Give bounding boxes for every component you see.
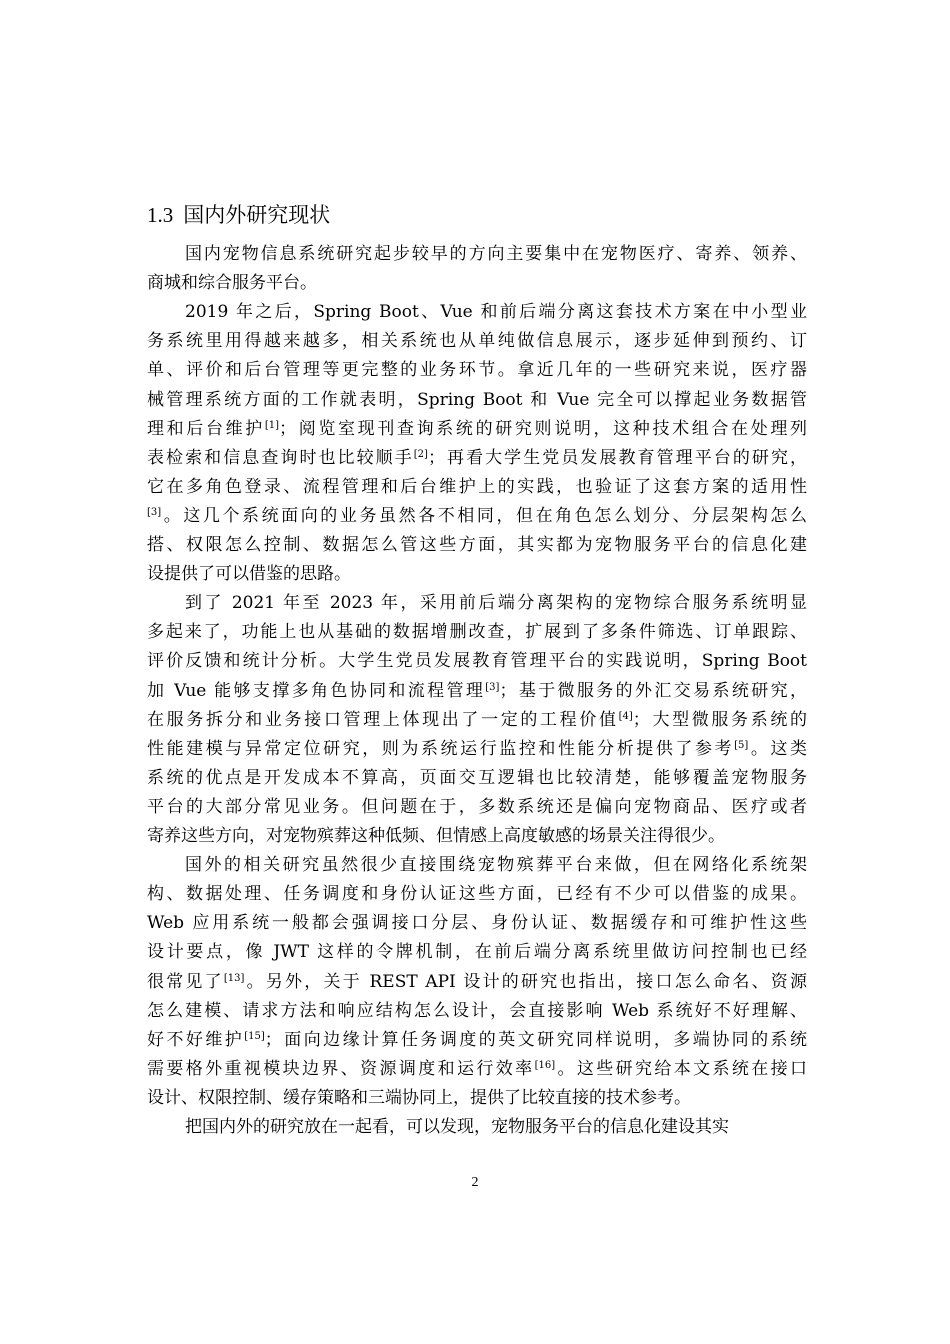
citation-marker: [3] bbox=[485, 681, 500, 693]
text-line bbox=[185, 589, 807, 617]
text-line bbox=[147, 560, 807, 588]
citation-marker: [16] bbox=[534, 1059, 556, 1071]
text-segment: 务系统里用得越来越多，相关系统也从单纯做信息展示，逐步延伸到预约、订 bbox=[147, 331, 807, 352]
text-segment: 多起来了，功能上也从基础的数据增删改查，扩展到了多条件筛选、订单跟踪、 bbox=[147, 622, 807, 643]
text-segment: 设提供了可以借鉴的思路。 bbox=[147, 564, 351, 585]
text-line bbox=[147, 938, 807, 966]
text-segment: 2019 年之后，Spring Boot、Vue 和前后端分离这套技术方案在中小型业 bbox=[185, 302, 807, 323]
text-segment: 需要格外重视模块边界、资源调度和运行效率 bbox=[147, 1058, 535, 1079]
text-line bbox=[147, 502, 807, 530]
text-segment: 理和后台维护 bbox=[147, 418, 265, 439]
text-line bbox=[147, 968, 807, 996]
text-segment: 好不好维护 bbox=[147, 1029, 245, 1050]
text-line bbox=[147, 531, 807, 559]
text-segment: 它在多角色登录、流程管理和后台维护上的实践，也验证了这套方案的适用性 bbox=[147, 476, 807, 497]
text-line bbox=[147, 618, 807, 646]
text-segment: 性能建模与异常定位研究，则为系统运行监控和性能分析提供了参考 bbox=[147, 738, 735, 759]
text-segment: 。这些研究给本文系统在接口 bbox=[555, 1058, 808, 1079]
text-line bbox=[147, 386, 807, 414]
text-line bbox=[147, 997, 807, 1025]
text-segment: 把国内外的研究放在一起看，可以发现，宠物服务平台的信息化建设其实 bbox=[185, 1117, 729, 1137]
text-segment: 系统的优点是开发成本不算高，页面交互逻辑也比较清楚，能够覆盖宠物服务 bbox=[147, 767, 807, 788]
text-segment: 表检索和信息查询时也比较顺手 bbox=[147, 447, 414, 468]
citation-marker: [13] bbox=[223, 972, 245, 984]
text-line bbox=[147, 764, 807, 792]
text-segment: 。这类 bbox=[748, 738, 808, 759]
text-line bbox=[147, 473, 807, 501]
text-line bbox=[185, 240, 807, 268]
citation-marker: [2] bbox=[413, 448, 428, 460]
text-segment: 设计要点，像 JWT 这样的令牌机制，在前后端分离系统里做访问控制也已经 bbox=[147, 942, 807, 963]
text-segment: 设计、权限控制、缓存策略和三端协同上，提供了比较直接的技术参考。 bbox=[147, 1087, 691, 1108]
text-segment: 怎么建模、请求方法和响应结构怎么设计，会直接影响 Web 系统好不好理解、 bbox=[147, 1000, 807, 1021]
text-segment: ；基于微服务的外汇交易系统研究， bbox=[499, 680, 807, 701]
citation-marker: [1] bbox=[264, 419, 280, 431]
text-line bbox=[185, 298, 807, 326]
text-segment: Web 应用系统一般都会强调接口分层、身份认证、数据缓存和可维护性这些 bbox=[147, 913, 807, 934]
citation-marker: [4] bbox=[618, 710, 633, 722]
text-segment: 搭、权限怎么控制、数据怎么管这些方面，其实都为宠物服务平台的信息化建 bbox=[147, 535, 807, 555]
text-line bbox=[147, 647, 807, 675]
text-segment: ；阅览室现刊查询系统的研究则说明，这种技术组合在处理列 bbox=[279, 418, 807, 439]
text-line bbox=[147, 356, 807, 384]
page-number: 2 bbox=[471, 1175, 479, 1190]
text-segment: 。这几个系统面向的业务虽然各不相同，但在角色怎么划分、分层架构怎么 bbox=[161, 505, 807, 526]
citation-marker: [5] bbox=[734, 739, 749, 751]
text-segment: 评价反馈和统计分析。大学生党员发展教育管理平台的实践说明，Spring Boot bbox=[147, 651, 807, 672]
text-line bbox=[147, 1026, 807, 1054]
text-line bbox=[147, 735, 807, 763]
text-line bbox=[147, 415, 807, 443]
text-line bbox=[147, 909, 807, 937]
section-title-text: 国内外研究现状 bbox=[183, 203, 331, 227]
text-segment: 国内宠物信息系统研究起步较早的方向主要集中在宠物医疗、寄养、领养、 bbox=[185, 244, 807, 264]
text-line bbox=[185, 1113, 807, 1141]
text-segment: 构、数据处理、任务调度和身份认证这些方面，已经有不少可以借鉴的成果。 bbox=[147, 884, 807, 905]
text-segment: 到了 2021 年至 2023 年，采用前后端分离架构的宠物综合服务系统明显 bbox=[185, 593, 807, 614]
text-line bbox=[147, 1084, 807, 1112]
text-segment: 单、评价和后台管理等更完整的业务环节。拿近几年的一些研究来说，医疗器 bbox=[147, 360, 807, 381]
text-segment: 商城和综合服务平台。 bbox=[147, 273, 317, 294]
text-line bbox=[147, 1055, 807, 1083]
citation-marker: [15] bbox=[244, 1030, 265, 1042]
text-segment: 在服务拆分和业务接口管理上体现出了一定的工程价值 bbox=[147, 709, 619, 730]
section-number: 1.3 bbox=[147, 203, 174, 227]
text-segment: 很常见了 bbox=[147, 971, 224, 992]
text-segment: 寄养这些方向，对宠物殡葬这种低频、但情感上高度敏感的场景关注得很少。 bbox=[147, 826, 725, 846]
text-line bbox=[147, 880, 807, 908]
text-line bbox=[147, 444, 807, 472]
text-line bbox=[147, 822, 807, 850]
text-line bbox=[185, 851, 807, 879]
text-segment: ；大型微服务系统的 bbox=[632, 709, 808, 730]
text-segment: 械管理系统方面的工作就表明，Spring Boot 和 Vue 完全可以撑起业务数据管 bbox=[147, 389, 807, 410]
text-line bbox=[147, 793, 807, 821]
text-segment: ；再看大学生党员发展教育管理平台的研究， bbox=[427, 447, 808, 468]
section-heading bbox=[147, 200, 330, 230]
text-segment: 国外的相关研究虽然很少直接围绕宠物殡葬平台来做，但在网络化系统架 bbox=[185, 855, 807, 876]
text-segment: 。另外，关于 REST API 设计的研究也指出，接口怎么命名、资源 bbox=[244, 971, 807, 992]
text-line bbox=[147, 269, 807, 297]
text-line bbox=[147, 327, 807, 355]
text-segment: 平台的大部分常见业务。但问题在于，多数系统还是偏向宠物商品、医疗或者 bbox=[147, 796, 807, 817]
citation-marker: [3] bbox=[147, 506, 162, 518]
text-line bbox=[147, 677, 807, 705]
text-line bbox=[147, 706, 807, 734]
text-segment: 加 Vue 能够支撑多角色协同和流程管理 bbox=[147, 680, 486, 701]
text-segment: ；面向边缘计算任务调度的英文研究同样说明，多端协同的系统 bbox=[264, 1029, 808, 1050]
